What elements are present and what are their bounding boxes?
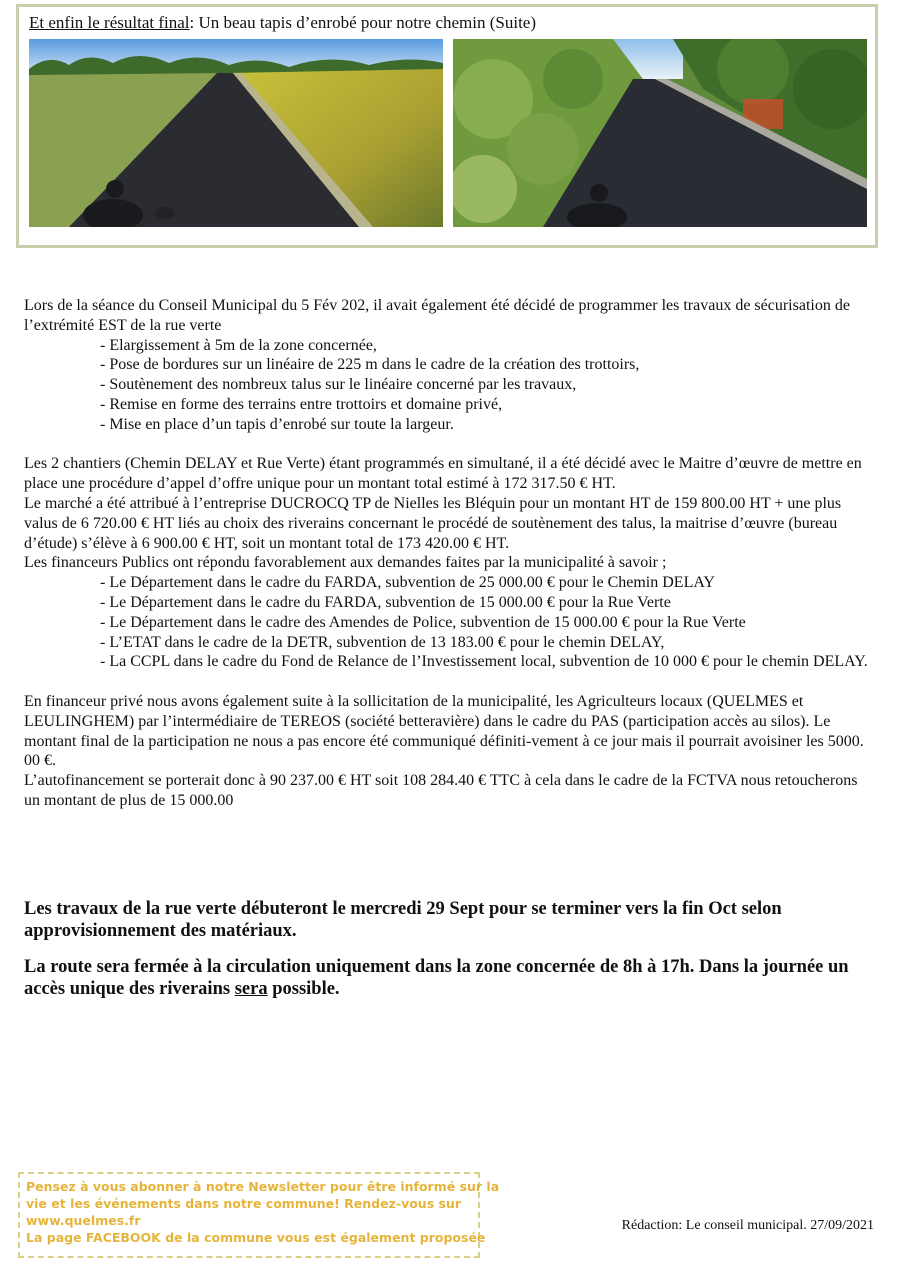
caption-text: : Un beau tapis d’enrobé pour notre chemin (Suite) [189, 13, 537, 32]
funders-intro: Les financeurs Publics ont répondu favorablement aux demandes faites par la municipalité à savoir ; [24, 554, 667, 572]
newsletter-line: Pensez à vous abonner à notre Newsletter pour être informé sur la [26, 1179, 500, 1194]
list-item: - La CCPL dans le cadre du Fond de Relance de l’Investissement local, subvention de 10 000 € pour le chemin DELAY. [100, 653, 868, 671]
newsletter-box [18, 1172, 500, 1258]
signature: Rédaction: Le conseil municipal. 27/09/2021 [621, 1218, 874, 1233]
works-list [24, 336, 874, 435]
self-financing-paragraph: L’autofinancement se porterait donc à 90 237.00 € HT soit 108 284.40 € TTC à cela dans le cadre de la FCTVA nous retoucherons un montant de plus de 15 000.00 [24, 772, 858, 809]
notice-text: La route sera fermée à la circulation uniquement dans la zone concernée de 8h à 17h. Dans la journée un accès unique des riverains [24, 957, 849, 999]
list-item: - Elargissement à 5m de la zone concernée, [100, 336, 377, 354]
newsletter-line: La page FACEBOOK de la commune vous est également proposée [26, 1230, 486, 1245]
list-item: - Le Département dans le cadre du FARDA, subvention de 25 000.00 € pour le Chemin DELAY [100, 574, 715, 592]
list-item: - Le Département dans le cadre des Amendes de Police, subvention de 15 000.00 € pour la Rue Verte [100, 613, 746, 631]
road-closure-notice [24, 956, 874, 1000]
article-body [24, 296, 874, 811]
notice-underlined-word: sera [234, 979, 268, 999]
list-item: - Mise en place d’un tapis d’enrobé sur toute la largeur. [100, 415, 454, 433]
road-photo-field [29, 39, 443, 227]
tender-paragraph: Les 2 chantiers (Chemin DELAY et Rue Verte) étant programmés en simultané, il a été décidé avec le Maitre d’œuvre de mettre en place une procédure d’appel d’offre unique pour un montant total estimé à 172 317.50 € HT. [24, 455, 862, 493]
photo-caption [29, 13, 536, 33]
list-item: - Pose de bordures sur un linéaire de 225 m dans le cadre de la création des trottoirs, [100, 356, 640, 374]
works-schedule-notice: Les travaux de la rue verte débuteront le mercredi 29 Sept pour se terminer vers la fin Oct selon approvisionnement des matériaux. [24, 899, 782, 941]
contract-paragraph: Le marché a été attribué à l’entreprise DUCROCQ TP de Nielles les Bléquin pour un montant HT de 159 800.00 HT + une plus valus de 6 720.00 € HT liés au choix des riverains concernant le procédé de soutènement des talus, la maitrise d’œuvre (bureau d’étude) s’élève à 6 900.00 € HT, soit un montant total de 173 420.00 € HT. [24, 494, 842, 552]
list-item: - Remise en forme des terrains entre trottoirs et domaine privé, [100, 395, 503, 413]
photo-section [16, 4, 878, 248]
caption-label: Et enfin le résultat final [29, 13, 190, 32]
newsletter-line: vie et les événements dans notre commune! Rendez-vous sur [26, 1196, 461, 1211]
list-item: - L’ETAT dans le cadre de la DETR, subvention de 13 183.00 € pour le chemin DELAY, [100, 633, 665, 651]
road-photo-hedges [453, 39, 867, 227]
intro-paragraph: Lors de la séance du Conseil Municipal du 5 Fév 202, il avait également été décidé de programmer les travaux de sécurisation de l’extrémité EST de la rue verte [24, 297, 850, 334]
funders-list [24, 573, 874, 672]
list-item: - Le Département dans le cadre du FARDA, subvention de 15 000.00 € pour la Rue Verte [100, 593, 671, 611]
website-link[interactable]: www.quelmes.fr [26, 1213, 141, 1228]
private-funding-paragraph: En financeur privé nous avons également suite à la sollicitation de la municipalité, les Agriculteurs locaux (QUELMES et LEULINGHEM) par l’intermédiaire de TEREOS (société betteravière) dans le cadre du PAS (participation accès au silos). Le montant final de la participation ne nous a pas encore été communiqué définiti-vement à ce jour mais il pourrait avoisiner les 5000. 00 €. [24, 692, 864, 770]
notice-text-end: possible. [267, 979, 340, 999]
list-item: - Soutènement des nombreux talus sur le linéaire concerné par les travaux, [100, 376, 577, 394]
